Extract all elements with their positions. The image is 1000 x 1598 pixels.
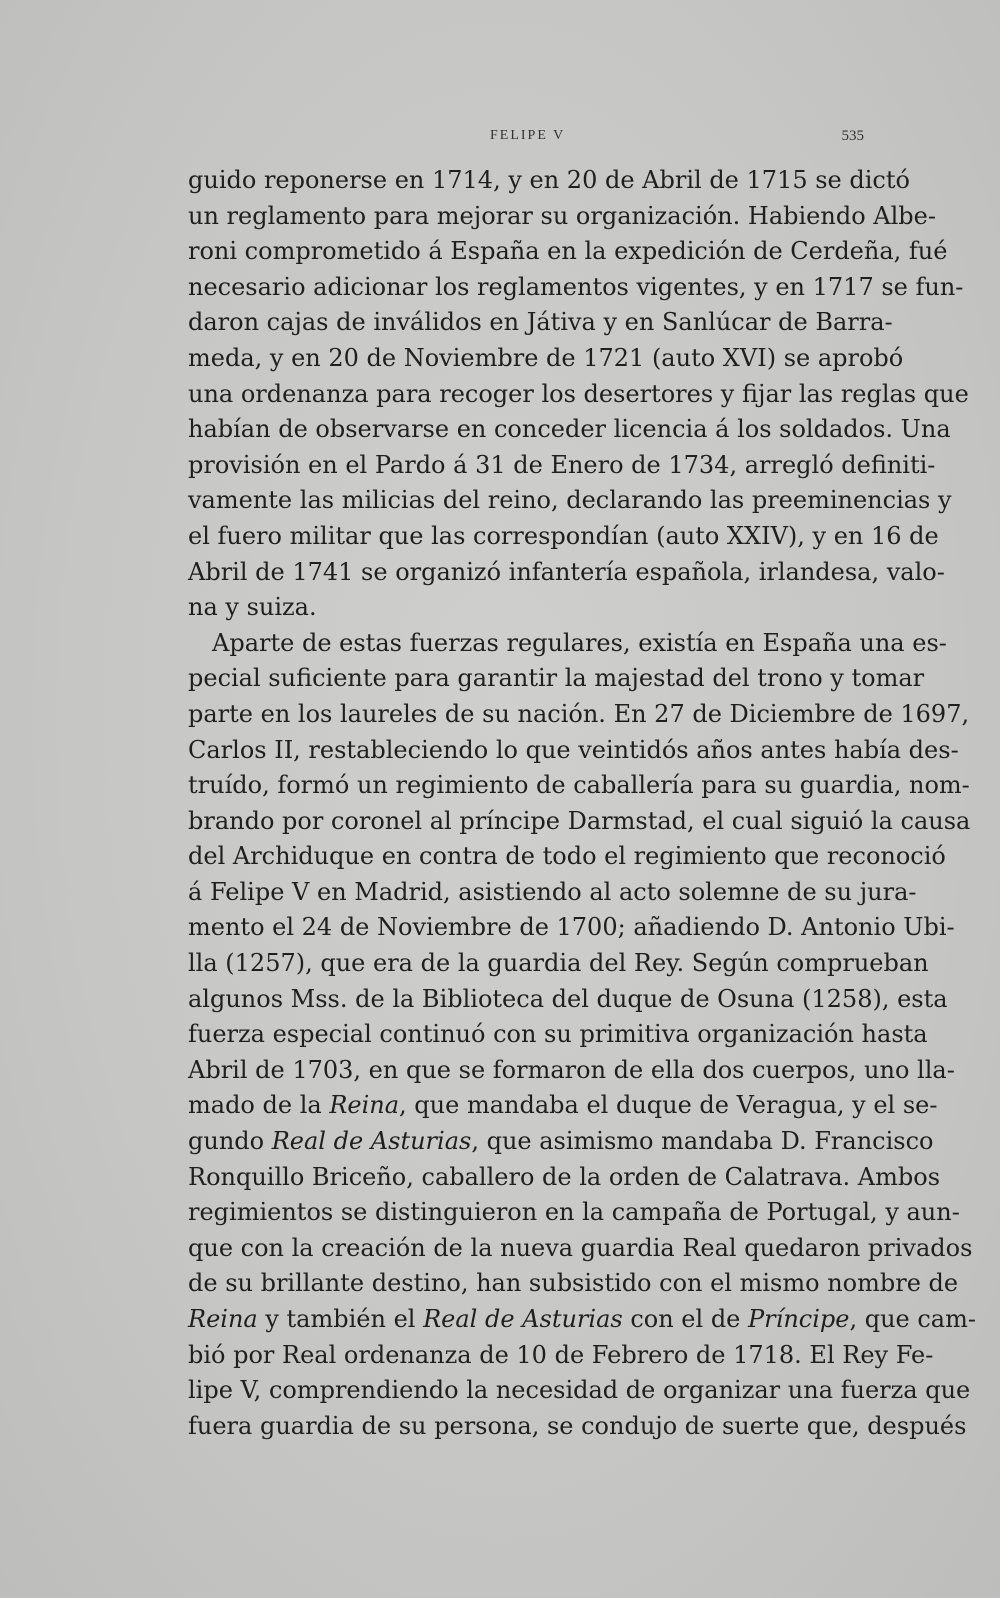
text-line: Ronquillo Briceño, caballero de la orden de Calatrava. Ambos	[188, 1162, 941, 1191]
page-header	[190, 128, 880, 152]
text-line: Carlos II, restableciendo lo que veintidós años antes había des-	[188, 735, 959, 764]
text-line: necesario adicionar los reglamentos vigentes, y en 1717 se fun-	[188, 272, 964, 301]
text-line: pecial suficiente para garantir la majestad del trono y tomar	[188, 664, 925, 693]
text-line: el fuero militar que las correspondían (auto XXIV), y en 16 de	[188, 521, 939, 550]
text-line: brando por coronel al príncipe Darmstad, el cual siguió la causa	[188, 806, 971, 835]
text-line: del Archiduque en contra de todo el regimiento que reconoció	[188, 842, 946, 871]
text-line: lla (1257), que era de la guardia del Rey. Según comprueban	[188, 949, 929, 978]
text-line: regimientos se distinguieron en la campaña de Portugal, y aun-	[188, 1198, 960, 1227]
italic-term: Reina	[188, 1305, 258, 1333]
text-line: truído, formó un regimiento de caballería para su guardia, nom-	[188, 771, 970, 800]
text-line: Reina y también el Real de Asturias con el de Príncipe, que cam-	[188, 1305, 976, 1333]
text-line: que con la creación de la nueva guardia Real quedaron privados	[188, 1233, 973, 1262]
page-number: 535	[841, 128, 864, 144]
text-line: algunos Mss. de la Biblioteca del duque de Osuna (1258), esta	[188, 984, 948, 1013]
text-line: un reglamento para mejorar su organización. Habiendo Albe-	[188, 201, 936, 230]
text-line: meda, y en 20 de Noviembre de 1721 (auto XVI) se aprobó	[188, 343, 904, 372]
italic-term: Real de Asturias	[271, 1127, 472, 1156]
body-text	[188, 163, 976, 1444]
text-line: fuera guardia de su persona, se condujo de suerte que, después	[188, 1411, 967, 1440]
text-line: na y suiza.	[188, 593, 317, 622]
text-line: parte en los laureles de su nación. En 27 de Diciembre de 1697,	[188, 699, 970, 728]
text-line: fuerza especial continuó con su primitiva organización hasta	[188, 1020, 928, 1049]
text-line: guido reponerse en 1714, y en 20 de Abril de 1715 se dictó	[188, 166, 910, 194]
running-head: FELIPE V	[490, 128, 566, 143]
text-line: mado de la Reina, que mandaba el duque de Veragua, y el se-	[188, 1091, 938, 1120]
text-line: roni comprometido á España en la expedición de Cerdeña, fué	[188, 237, 948, 266]
text-line: á Felipe V en Madrid, asistiendo al acto solemne de su jura-	[188, 877, 917, 906]
text-line: vamente las milicias del reino, declarando las preeminencias y	[188, 486, 952, 515]
text-line: provisión en el Pardo á 31 de Enero de 1734, arregló definiti-	[188, 450, 936, 479]
text-line: daron cajas de inválidos en Játiva y en Sanlúcar de Barra-	[188, 308, 893, 337]
text-line: Abril de 1741 se organizó infantería española, irlandesa, valo-	[188, 557, 945, 586]
italic-term: Real de Asturias	[423, 1305, 623, 1333]
text-line: lipe V, comprendiendo la necesidad de organizar una fuerza que	[188, 1376, 971, 1405]
italic-term: Príncipe	[748, 1305, 850, 1333]
text-line: gundo Real de Asturias, que asimismo mandaba D. Francisco	[188, 1127, 934, 1156]
text-line: de su brillante destino, han subsistido con el mismo nombre de	[188, 1269, 959, 1298]
text-line: Abril de 1703, en que se formaron de ella dos cuerpos, uno lla-	[188, 1055, 955, 1084]
text-line: una ordenanza para recoger los desertores y fijar las reglas que	[188, 379, 969, 408]
paragraph-start-line: Aparte de estas fuerzas regulares, existía en España una es-	[212, 628, 947, 657]
text-line: habían de observarse en conceder licencia á los soldados. Una	[188, 415, 951, 444]
italic-term: Reina	[329, 1091, 400, 1120]
text-line: bió por Real ordenanza de 10 de Febrero de 1718. El Rey Fe-	[188, 1340, 934, 1369]
text-line: mento el 24 de Noviembre de 1700; añadiendo D. Antonio Ubi-	[188, 913, 955, 942]
